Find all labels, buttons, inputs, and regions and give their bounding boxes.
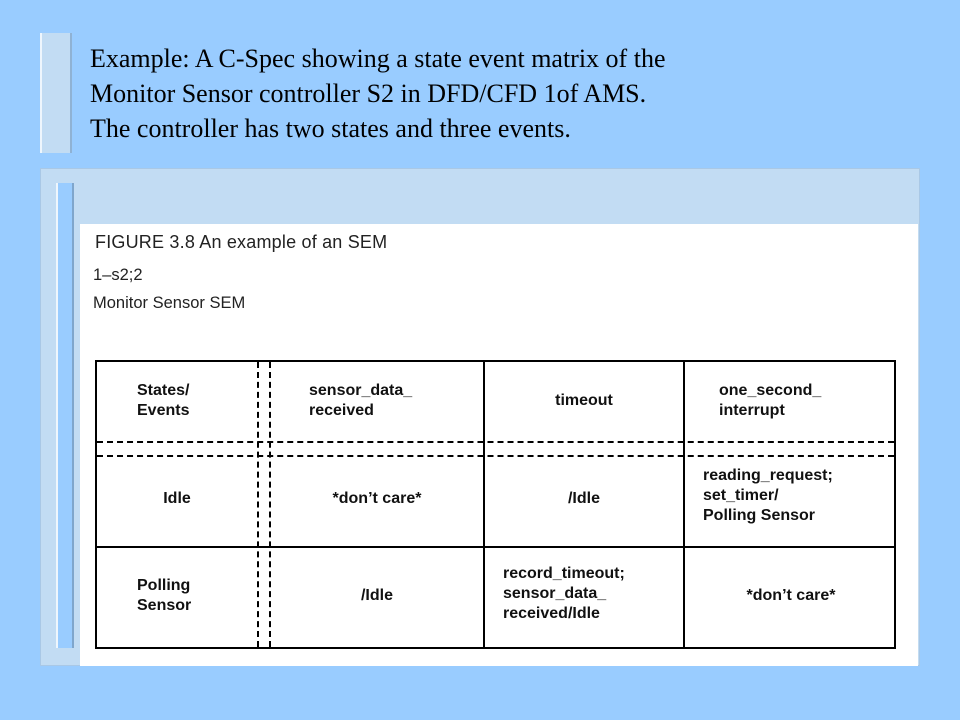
heading-line-3: The controller has two states and three events. [90, 114, 571, 143]
matrix-row-divider [97, 546, 894, 548]
heading-line-2: Monitor Sensor controller S2 in DFD/CFD 1of AMS. [90, 79, 647, 108]
matrix-cell-2-1: /Idle [360, 587, 393, 604]
state-event-matrix [95, 360, 896, 649]
event-header-2: timeout [555, 392, 613, 409]
figure-name-line: Monitor Sensor SEM [93, 294, 246, 312]
figure-image [80, 224, 918, 666]
matrix-cell-1-3: reading_request; set_timer/ Polling Sensor [703, 467, 833, 524]
figure-title: FIGURE 3.8 An example of an SEM [95, 232, 388, 252]
figure-id-line: 1–s2;2 [93, 266, 143, 284]
decorative-bar-left [56, 183, 74, 648]
matrix-dashed-rule-b [97, 455, 894, 457]
decorative-bar-top [40, 33, 72, 153]
slide-heading [90, 41, 950, 146]
heading-line-1: Example: A C-Spec showing a state event matrix of the [90, 44, 666, 73]
state-label-2: Polling Sensor [137, 577, 192, 614]
matrix-dashed-divider-a [257, 362, 259, 647]
matrix-cell-1-1: *don’t care* [332, 490, 422, 507]
matrix-cell-2-3: *don’t care* [746, 587, 836, 604]
matrix-corner-label: States/ Events [137, 382, 190, 419]
event-header-3: one_second_ interrupt [719, 382, 822, 419]
event-header-1: sensor_data_ received [309, 382, 413, 419]
matrix-dashed-rule-a [97, 441, 894, 443]
state-label-1: Idle [163, 490, 191, 507]
matrix-cell-1-2: /Idle [567, 490, 600, 507]
matrix-cell-2-2: record_timeout; sensor_data_ received/Idle [503, 565, 625, 622]
